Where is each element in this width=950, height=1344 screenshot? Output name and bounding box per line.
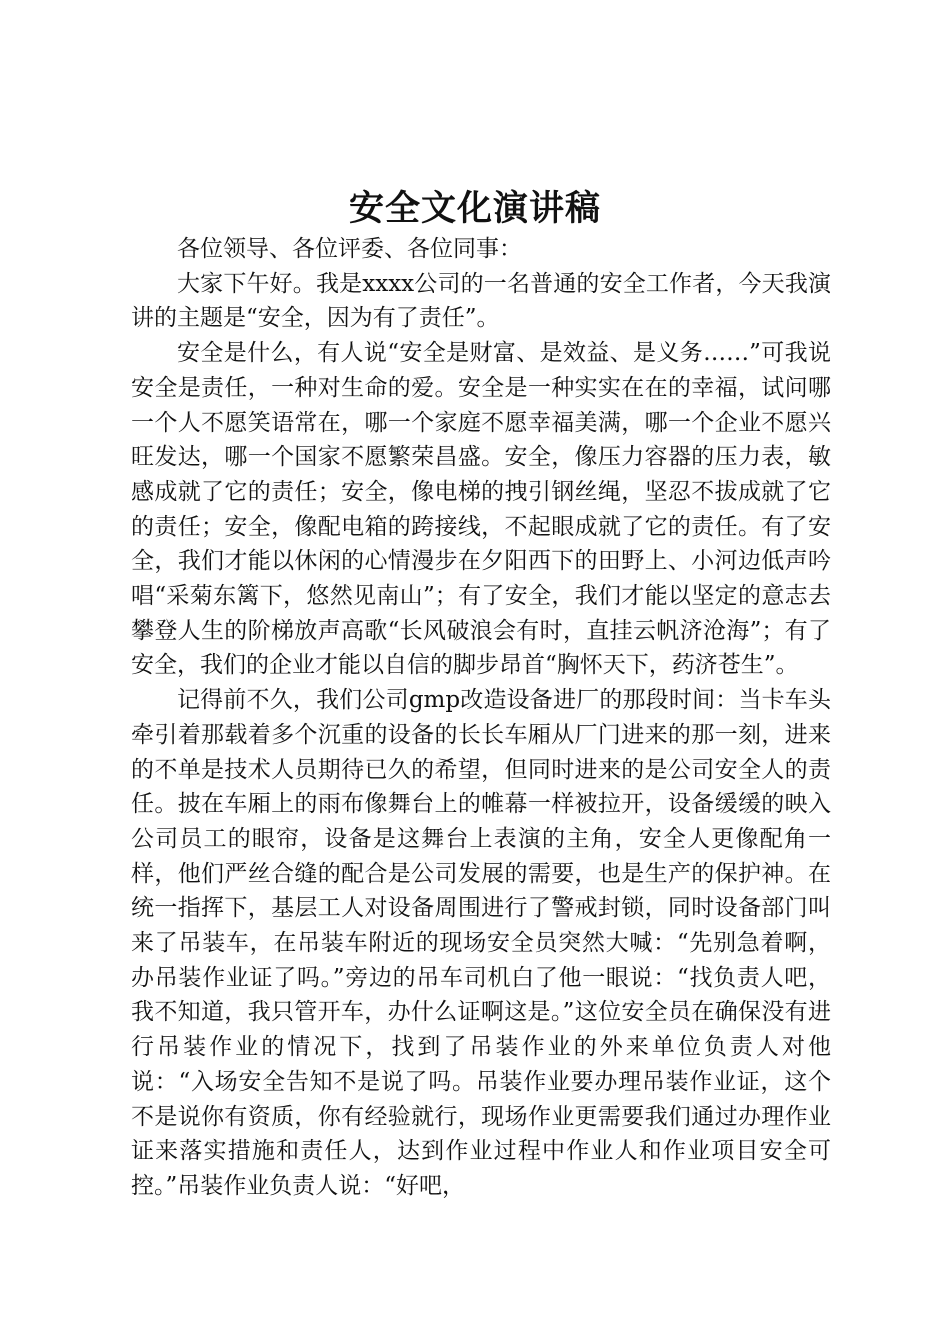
salutation-paragraph: 各位领导、各位评委、各位同事： bbox=[177, 236, 522, 262]
document-body bbox=[131, 232, 831, 1204]
greeting-paragraph: 大家下午好。我是xxxx公司的一名普通的安全工作者，今天我演讲的主题是“安全，因为有了责任”。 bbox=[131, 270, 831, 332]
document-title: 安全文化演讲稿 bbox=[348, 189, 601, 229]
gmp-story-paragraph: 记得前不久，我们公司gmp改造设备进厂的那段时间：当卡车头牵引着那载着多个沉重的设备的长长车厢从厂门进来的那一刻，进来的不单是技术人员期待已久的希望，但同时进来的是公司安全人的责任。披在车厢上的雨布像舞台上的帷幕一样被拉开，设备缓缓的映入公司员工的眼帘，设备是这舞台上表演的主角，安全人更像配角一样，他们严丝合缝的配合是公司发展的需要，也是生产的保护神。在统一指挥下，基层工人对设备周围进行了警戒封锁，同时设备部门叫来了吊装车，在吊装车附近的现场安全员突然大喊：“先别急着啊，办吊装作业证了吗。”旁边的吊车司机白了他一眼说：“找负责人吧，我不知道，我只管开车，办什么证啊这是。”这位安全员在确保没有进行吊装作业的情况下，找到了吊装作业的外来单位负责人对他说：“入场安全告知不是说了吗。吊装作业要办理吊装作业证，这个不是说你有资质，你有经验就行，现场作业更需要我们通过办理作业证来落实措施和责任人，达到作业过程中作业人和作业项目安全可控。”吊装作业负责人说：“好吧， bbox=[131, 687, 831, 1199]
safety-definition-paragraph: 安全是什么，有人说“安全是财富、是效益、是义务……”可我说安全是责任，一种对生命的爱。安全是一种实实在在的幸福，试问哪一个人不愿笑语常在，哪一个家庭不愿幸福美满，哪一个企业不愿兴旺发达，哪一个国家不愿繁荣昌盛。安全，像压力容器的压力表，敏感成就了它的责任；安全，像电梯的拽引钢丝绳，坚忍不拔成就了它的责任；安全，像配电箱的跨接线，不起眼成就了它的责任。有了安全，我们才能以休闲的心情漫步在夕阳西下的田野上、小河边低声吟唱“采菊东篱下，悠然见南山”；有了安全，我们才能以坚定的意志去攀登人生的阶梯放声高歌“长风破浪会有时，直挂云帆济沧海”；有了安全，我们的企业才能以自信的脚步昂首“胸怀天下，药济苍生”。 bbox=[131, 340, 831, 679]
